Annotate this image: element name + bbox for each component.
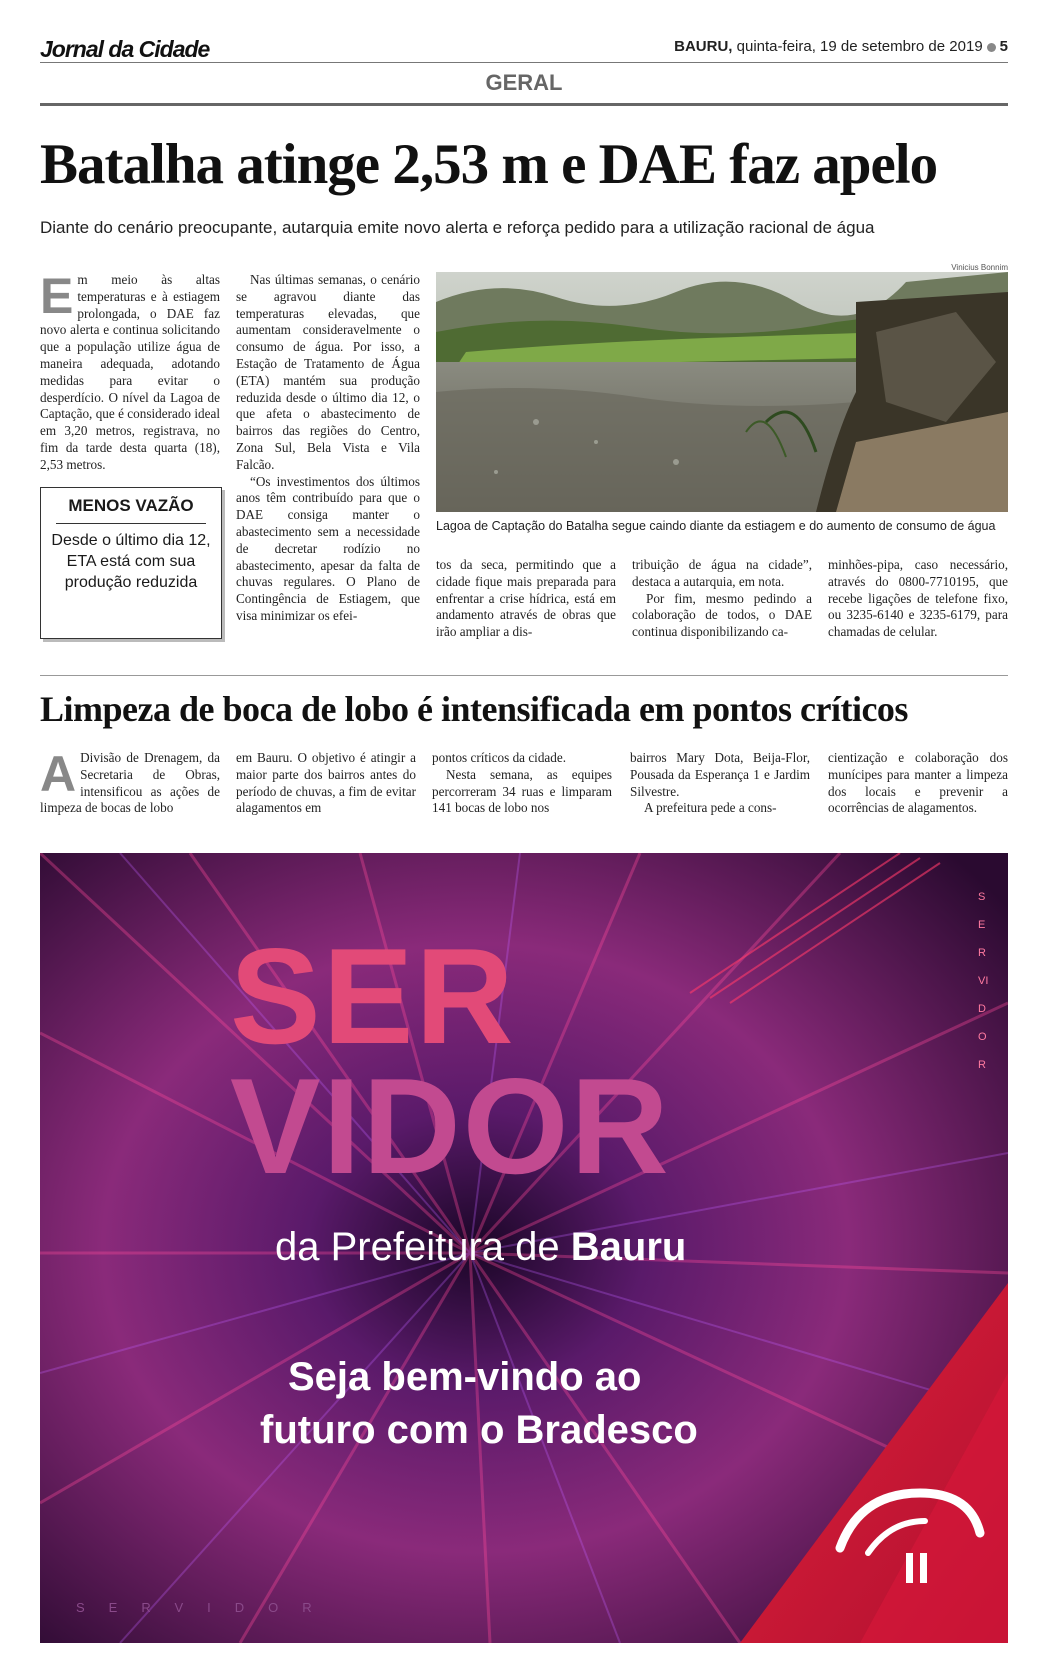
article1-col4-p1: tribuição de água na cidade”, destaca a autarquia, em nota. [632,557,812,589]
masthead-logo: Jornal da Cidade [40,36,210,62]
headline: Batalha atinge 2,53 m e DAE faz apelo [40,133,938,196]
ad-subtitle-prefix: da Prefeitura de [275,1225,571,1269]
highlight-box-body: Desde o último dia 12, ETA está com sua produção reduzida [51,532,211,591]
section-rule [40,103,1008,106]
article2-column-1 [40,746,220,817]
photo-credit: Vinicius Bonnim [951,263,1008,272]
article1-col5-text: minhões-pipa, caso necessário, através do 0800-7710195, que recebe ligações de telefone fixo, ou 3235-6140 e 3235-6179, para chamadas de celular. [828,557,1008,640]
article1-col4-p2: Por fim, mesmo pedindo a colaboração de todos, o DAE continua disponibilizando ca- [632,590,812,640]
lagoon-photo [436,272,1008,512]
article2-col3-p1: pontos críticos da cidade. [432,750,567,765]
highlight-box-rule [56,523,206,524]
ad-vertical-text: SERVIDOR [978,891,989,1071]
article1-column-4 [632,557,812,641]
article1-col1-text: m meio às altas temperaturas e à estiagem prolongada, o DAE faz novo alerta e continua solicitando que a população utilize água de maneira adequada, adotando medidas para evitar o desperdício. O nível da Lagoa de Captação, que é considerado ideal em 3,20 metros, registrava, no fim da tarde desta quarta (18), 2,53 metros. [40,272,220,472]
article2-col1-text: Divisão de Drenagem, da Secretaria de Obras, intensificou as ações de limpeza de bocas de lobo [40,750,220,816]
article2-column-2 [236,750,416,817]
section-title: GERAL [485,70,563,95]
subheadline: Diante do cenário preocupante, autarquia emite novo alerta e reforça pedido para a utilização racional de água [40,218,875,237]
headline-2: Limpeza de boca de lobo é intensificada em pontos críticos [40,689,908,729]
article2-col2-text: em Bauru. O objetivo é atingir a maior parte dos bairros antes do período de chuvas, a fim de evitar alagamentos em [236,750,416,816]
article1-col3-text: tos da seca, permitindo que a cidade fique mais preparada para enfrentar a crise hídrica, está em andamento através de obras que irão ampliar a dis- [436,557,616,640]
ad-subtitle [275,1225,686,1270]
ad-title-line-2: VIDOR [230,1050,671,1202]
bullet-dot-icon [987,43,996,52]
photo-caption: Lagoa de Captação do Batalha segue caindo diante da estiagem e do aumento de consumo de água [436,519,996,533]
ad-bottom-text: SERVIDOR [76,1600,336,1615]
article1-col2-p1: Nas últimas semanas, o cenário se agravou diante das temperaturas elevadas, que aumentam consideravelmente o consumo de água. Por isso, a Estação de Tratamento de Água (ETA) mantém sua produção reduzida desde o último dia 12, o que afeta o abastecimento de bairros das regiões do Centro, Zona Sul, Bela Vista e Vila Falcão. [236,272,420,472]
ad-title-line-1: SER [230,920,516,1072]
article2-col5-text: cientização e colaboração dos munícipes para manter a limpeza dos locais e prevenir a ocorrências de alagamentos. [828,750,1008,816]
dateline-city: BAURU, [674,38,733,55]
article2-col4-p1: bairros Mary Dota, Beija-Flor, Pousada da Esperança 1 e Jardim Silvestre. [630,750,810,799]
ad-tagline-1: Seja bem-vindo ao [288,1355,642,1399]
article2-col3-p2: Nesta semana, as equipes percorreram 34 ruas e limparam 141 bocas de lobo nos [432,766,612,816]
article1-column-5 [828,557,1008,641]
dropcap: E [40,268,74,324]
highlight-box-title: MENOS VAZÃO [68,496,194,515]
ad-subtitle-city: Bauru [570,1225,687,1269]
article1-column-1 [40,268,220,474]
dateline-date: quinta-feira, 19 de setembro de 2019 [736,38,983,55]
ad-tagline-2: futuro com o Bradesco [260,1408,698,1452]
article1-column-2 [236,272,420,625]
lagoon-photo-image [436,272,1008,512]
article1-column-3 [436,557,616,641]
header-rule [40,62,1008,63]
dateline [674,38,1008,55]
article2-col4-p2: A prefeitura pede a cons- [644,800,777,816]
highlight-box [40,487,222,639]
article2-column-3 [432,750,612,817]
bradesco-advertisement [40,853,1008,1643]
article-divider [40,675,1008,676]
article2-column-4 [630,750,810,817]
article2-column-5 [828,750,1008,817]
dropcap-2: A [40,746,77,802]
page-number: 5 [999,38,1008,55]
article1-col2-p2: “Os investimentos dos últimos anos têm contribuído para que o DAE consiga manter o abastecimento sem a necessidade de decretar rodízio no abastecimento, apesar da falta de chuvas regulares. O Plano de Contingência de Estiagem, que visa minimizar os efei- [236,473,420,623]
